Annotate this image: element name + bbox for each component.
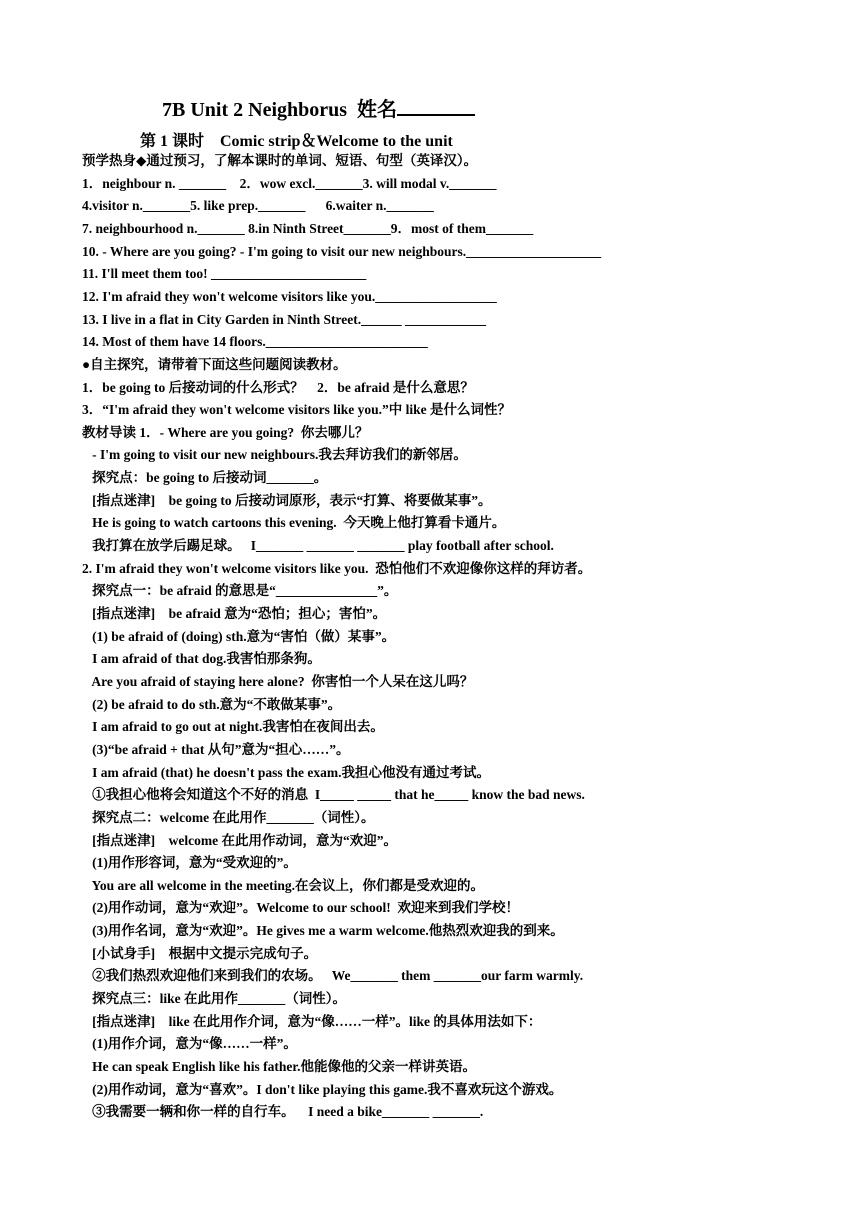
- name-blank[interactable]: [397, 96, 475, 116]
- worksheet-line: 2. I'm afraid they won't welcome visitors like you. 恐怕他们不欢迎像你这样的拜访者。: [82, 560, 592, 576]
- worksheet-line: (1)用作介词，意为“像……一样”。: [82, 1036, 297, 1052]
- worksheet-line: ②我们热烈欢迎他们来到我们的农场。 We_______ them _______our farm warmly.: [82, 968, 584, 984]
- worksheet-line: (2)用作动词，意为“喜欢”。I don't like playing this game.我不喜欢玩这个游戏。: [82, 1081, 563, 1097]
- worksheet-line: [小试身手] 根据中文提示完成句子。: [82, 945, 318, 961]
- worksheet-line: I am afraid (that) he doesn't pass the exam.我担心他没有通过考试。: [82, 764, 490, 780]
- worksheet-line: [指点迷津] welcome 在此用作动词，意为“欢迎”。: [82, 832, 397, 848]
- worksheet-line: 7. neighbourhood n._______ 8.in Ninth Street_______9．most of them_______: [82, 220, 534, 236]
- worksheet-line: 我打算在放学后踢足球。 I_______ _______ _______ play football after school.: [82, 538, 554, 554]
- title-text: 7B Unit 2 Neighborus 姓名: [162, 99, 398, 121]
- worksheet-line: [指点迷津] be going to 后接动词原形，表示“打算、将要做某事”。: [82, 492, 492, 508]
- worksheet-line: (2) be afraid to do sth.意为“不敢做某事”。: [82, 696, 342, 712]
- worksheet-line: 14. Most of them have 14 floors.________________________: [82, 334, 428, 350]
- worksheet-line: I am afraid to go out at night.我害怕在夜间出去。: [82, 719, 384, 735]
- worksheet-line: Are you afraid of staying here alone? 你害怕一个人呆在这儿吗？: [82, 673, 474, 689]
- worksheet-line: 探究点：be going to 后接动词_______。: [82, 470, 328, 486]
- worksheet-line: I am afraid of that dog.我害怕那条狗。: [82, 651, 321, 667]
- worksheet-line: 1．be going to 后接动词的什么形式？ 2．be afraid 是什么意思？: [82, 379, 474, 395]
- worksheet-line: ●自主探究，请带着下面这些问题阅读教材。: [82, 356, 347, 372]
- worksheet-line: 13. I live in a flat in City Garden in Ninth Street.______ ____________: [82, 311, 487, 327]
- worksheet-line: 探究点二：welcome 在此用作_______（词性）。: [82, 809, 375, 825]
- worksheet-line: (2)用作动词，意为“欢迎”。Welcome to our school! 欢迎来到我们学校！: [82, 900, 519, 916]
- worksheet-line: 3．“I'm afraid they won't welcome visitors like you.”中 like 是什么词性？: [82, 402, 511, 418]
- worksheet-line: 12. I'm afraid they won't welcome visitors like you.__________________: [82, 288, 497, 304]
- worksheet-line: - I'm going to visit our new neighbours.我去拜访我们的新邻居。: [82, 447, 467, 463]
- lesson-subtitle: 第 1 课时 Comic strip＆Welcome to the unit: [140, 133, 453, 150]
- worksheet-line: 11. I'll meet them too! _______________________: [82, 266, 367, 282]
- worksheet-line: 教材导读 1．- Where are you going? 你去哪儿？: [82, 424, 369, 440]
- worksheet-line: ③我需要一辆和你一样的自行车。 I need a bike_______ _______.: [82, 1104, 484, 1120]
- worksheet-line: 探究点一：be afraid 的意思是“_______________”。: [82, 583, 398, 599]
- worksheet-line: 探究点三：like 在此用作_______（词性）。: [82, 991, 347, 1007]
- worksheet-line: 预学热身◆通过预习，了解本课时的单词、短语、句型（英译汉）。: [82, 153, 478, 168]
- worksheet-line: [指点迷津] be afraid 意为“恐怕；担心；害怕”。: [82, 606, 387, 621]
- worksheet-line: 1．neighbour n. _______ 2．wow excl._______3. will modal v._______: [82, 175, 497, 191]
- worksheet-line: (1)用作形容词，意为“受欢迎的”。: [82, 855, 297, 871]
- worksheet-line: He can speak English like his father.他能像他的父亲一样讲英语。: [82, 1059, 477, 1074]
- worksheet-line: (1) be afraid of (doing) sth.意为“害怕（做）某事”。: [82, 628, 396, 644]
- page-title: [162, 93, 475, 122]
- worksheet-line: You are all welcome in the meeting.在会议上，你们都是受欢迎的。: [82, 877, 484, 893]
- worksheet-line: 4.visitor n._______5. like prep._______ 6.waiter n._______: [82, 198, 434, 214]
- worksheet-line: 10. - Where are you going? - I'm going to visit our new neighbours.____________________: [82, 243, 602, 259]
- worksheet-line: He is going to watch cartoons this evening. 今天晚上他打算看卡通片。: [82, 515, 506, 531]
- worksheet-line: ①我担心他将会知道这个不好的消息 I_____ _____ that he_____ know the bad news.: [82, 787, 585, 803]
- worksheet-line: (3)“be afraid + that 从句”意为“担心……”。: [82, 741, 350, 757]
- worksheet-line: [指点迷津] like 在此用作介词，意为“像……一样”。like 的具体用法如下：: [82, 1013, 542, 1029]
- worksheet-line: (3)用作名词，意为“欢迎”。He gives me a warm welcome.他热烈欢迎我的到来。: [82, 923, 564, 939]
